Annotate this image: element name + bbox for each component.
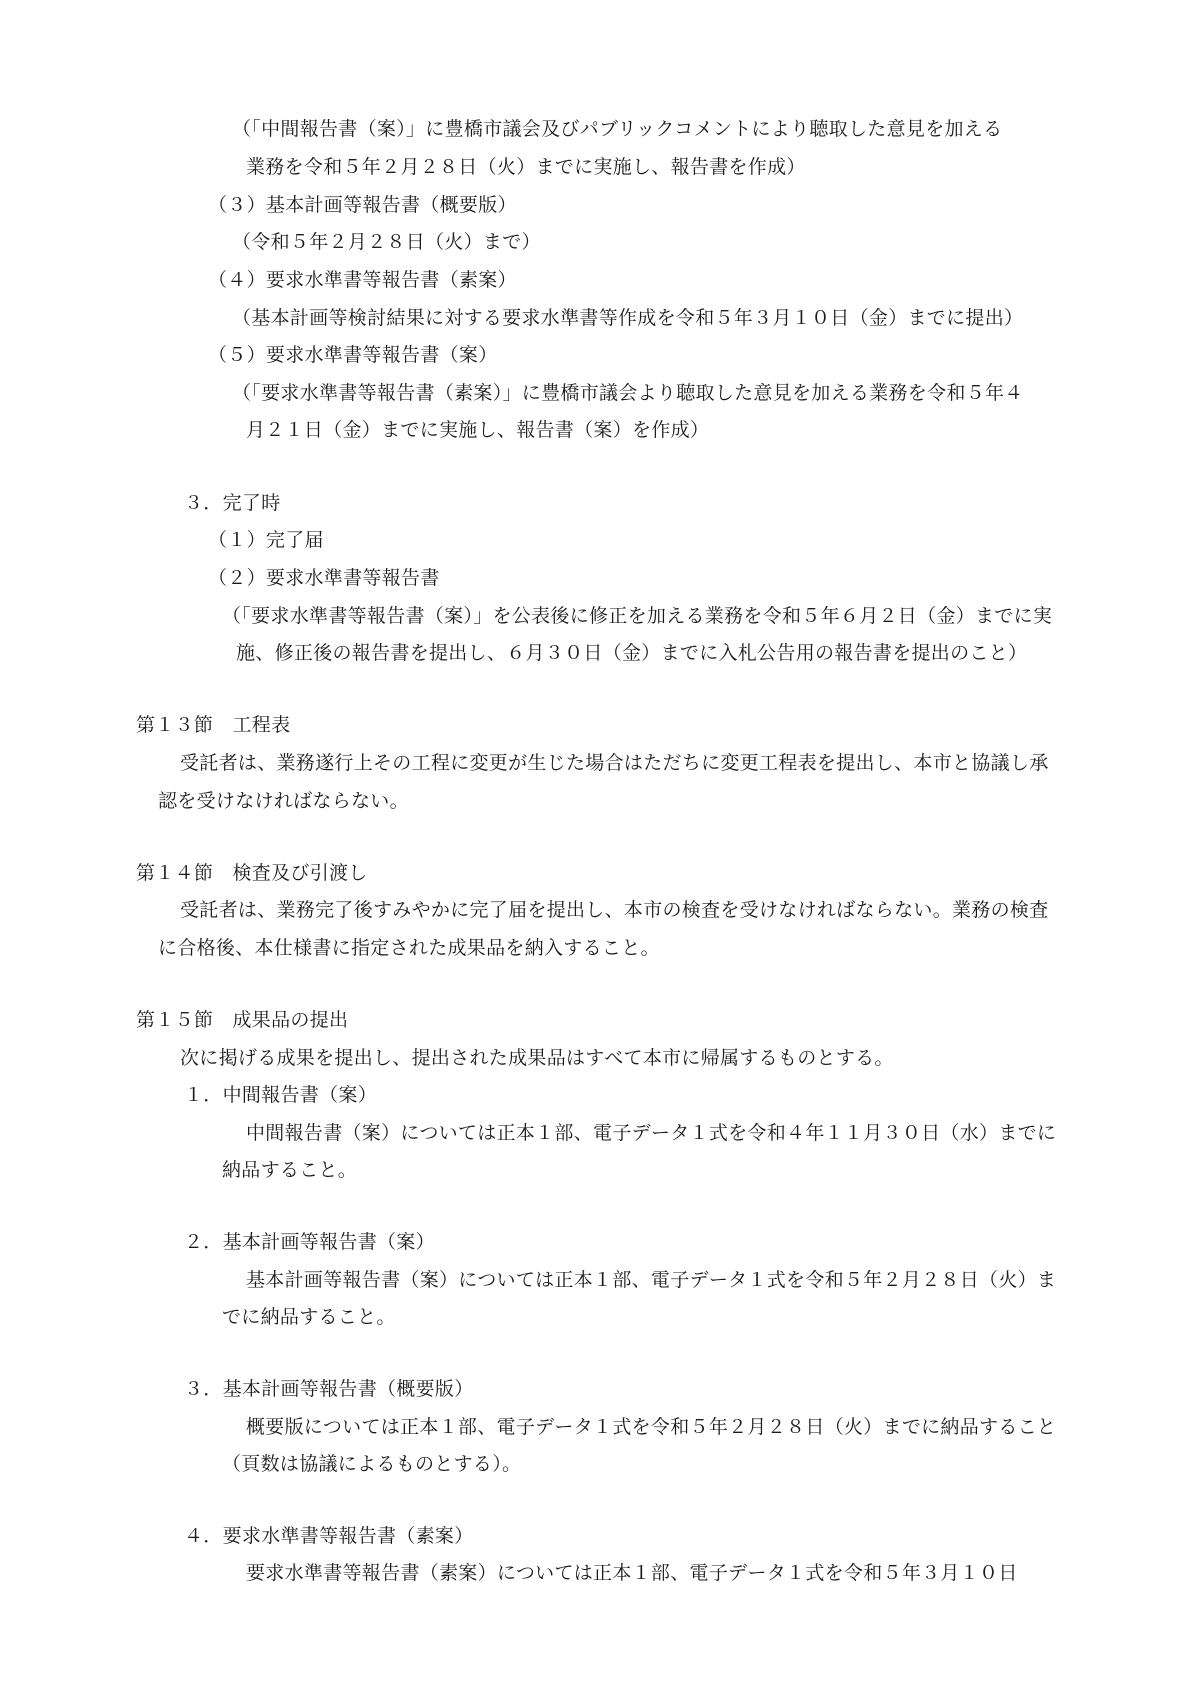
section14-body-line1: 受託者は、業務完了後すみやかに完了届を提出し、本市の検査を受けなければならない。業務の検査 xyxy=(180,899,1049,921)
part3-item2-note-line1: （「要求水準書等報告書（案）」を公表後に修正を加える業務を令和５年６月２日（金）までに実 xyxy=(222,605,1053,627)
section15-item4-title: ４．要求水準書等報告書（素案） xyxy=(184,1525,474,1547)
part2-item2-note-line1: （「中間報告書（案）」に豊橋市議会及びパブリックコメントにより聴取した意見を加える xyxy=(232,118,1003,140)
section15-item4-body-line1: 要求水準書等報告書（素案）については正本１部、電子データ１式を令和５年３月１０日 xyxy=(246,1562,1018,1584)
part2-item5-note-line2: 月２１日（金）までに実施し、報告書（案）を作成） xyxy=(246,419,710,441)
section15-item3-body-line2: （頁数は協議によるものとする）。 xyxy=(222,1453,522,1475)
part2-item4-note: （基本計画等検討結果に対する要求水準書等作成を令和５年３月１０日（金）までに提出） xyxy=(232,307,1024,329)
section15-intro: 次に掲げる成果を提出し、提出された成果品はすべて本市に帰属するものとする。 xyxy=(180,1047,894,1069)
section13-body-line2: 認を受けなければならない。 xyxy=(158,790,409,812)
section15-heading: 第１５節 成果品の提出 xyxy=(136,1009,349,1031)
section15-item2-body-line1: 基本計画等報告書（案）については正本１部、電子データ１式を令和５年２月２８日（火）ま xyxy=(246,1269,1057,1291)
part3-item2-note-line2: 施、修正後の報告書を提出し、６月３０日（金）までに入札公告用の報告書を提出のこと） xyxy=(236,642,1028,664)
section15-item2-title: ２．基本計画等報告書（案） xyxy=(184,1231,435,1253)
section15-item3-title: ３．基本計画等報告書（概要版） xyxy=(184,1378,474,1400)
part2-item4-title: （４）要求水準書等報告書（素案） xyxy=(208,269,517,291)
part2-item3-note: （令和５年２月２８日（火）まで） xyxy=(232,231,541,253)
part2-item5-note-line1: （「要求水準書等報告書（素案）」に豊橋市議会より聴取した意見を加える業務を令和５年４ xyxy=(232,382,1024,404)
section13-body-line1: 受託者は、業務遂行上その工程に変更が生じた場合はただちに変更工程表を提出し、本市と協議し承 xyxy=(180,752,1049,774)
part3-item1: （１）完了届 xyxy=(208,529,324,551)
section13-heading: 第１３節 工程表 xyxy=(136,714,291,736)
section15-item1-title: １．中間報告書（案） xyxy=(184,1084,378,1106)
section14-heading: 第１４節 検査及び引渡し xyxy=(136,862,368,884)
part2-item3-title: （３）基本計画等報告書（概要版） xyxy=(208,194,517,216)
part2-item5-title: （５）要求水準書等報告書（案） xyxy=(208,344,498,366)
section15-item1-body-line1: 中間報告書（案）については正本１部、電子データ１式を令和４年１１月３０日（水）までに xyxy=(246,1122,1057,1144)
section15-item2-body-line2: でに納品すること。 xyxy=(222,1306,396,1328)
section15-item1-body-line2: 納品すること。 xyxy=(222,1159,358,1181)
part3-heading: ３．完了時 xyxy=(184,492,281,514)
section14-body-line2: に合格後、本仕様書に指定された成果品を納入すること。 xyxy=(158,937,660,959)
part3-item2-title: （２）要求水準書等報告書 xyxy=(208,567,440,589)
part2-item2-note-line2: 業務を令和５年２月２８日（火）までに実施し、報告書を作成） xyxy=(246,156,806,178)
section15-item3-body-line1: 概要版については正本１部、電子データ１式を令和５年２月２８日（火）までに納品すること xyxy=(246,1416,1057,1438)
